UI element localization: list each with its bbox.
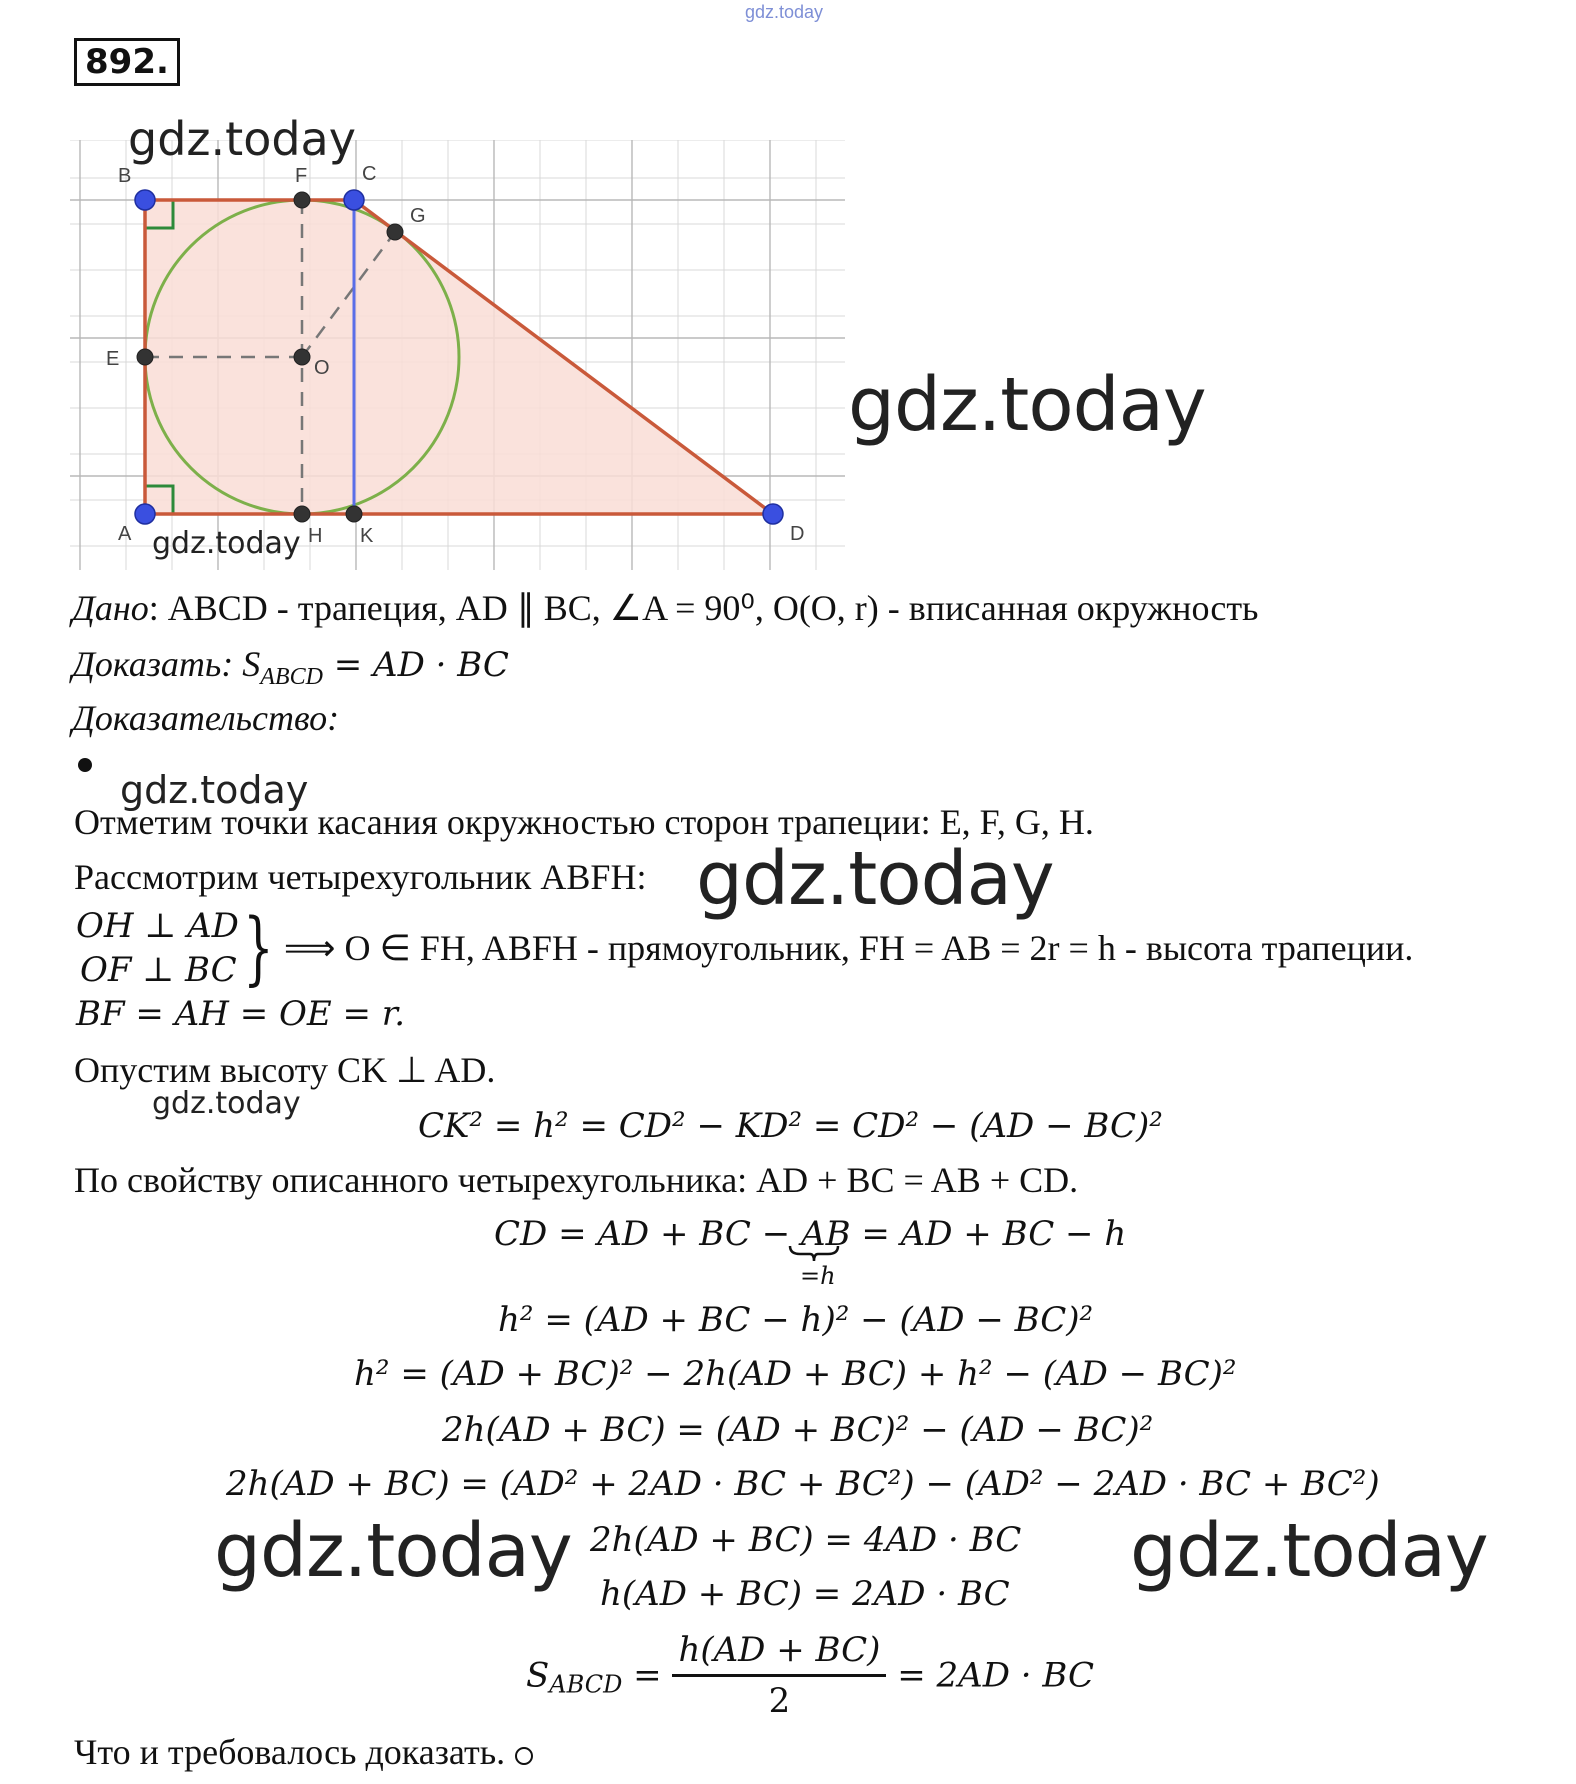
watermark-bullet: gdz.today xyxy=(120,768,309,812)
qed-icon xyxy=(515,1747,533,1765)
equation-3: 2h(AD + BC) = (AD + BC)² − (AD − BC)² xyxy=(442,1410,1154,1450)
watermark-figure-bottom: gdz.today xyxy=(152,526,301,561)
eq-cd-ab: AB xyxy=(801,1214,851,1254)
label-e: E xyxy=(106,348,120,370)
equation-6: h(AD + BC) = 2AD · BC xyxy=(600,1574,1010,1614)
area-rhs: = 2AD · BC xyxy=(886,1655,1095,1696)
step-abfh: Рассмотрим четырехугольник ABFH: xyxy=(74,857,647,897)
trapezoid-figure xyxy=(70,140,850,580)
area-fraction xyxy=(672,1630,886,1721)
area-eq: = xyxy=(622,1655,673,1696)
conclusion-text: Что и требовалось доказать. xyxy=(74,1732,506,1772)
equation-4: 2h(AD + BC) = (AD² + 2AD · BC + BC²) − (AD² − 2AD · BC + BC²) xyxy=(226,1464,1380,1504)
label-c: C xyxy=(362,163,377,185)
label-f: F xyxy=(295,165,308,187)
area-denominator: 2 xyxy=(768,1681,791,1721)
watermark-figure-right: gdz.today xyxy=(848,362,1206,448)
system-brace: } xyxy=(243,901,274,994)
area-s: S xyxy=(526,1655,550,1696)
watermark-figure-top: gdz.today xyxy=(128,112,356,166)
equation-ck: CK² = h² = CD² − KD² = CD² − (AD − BC)² xyxy=(418,1106,1163,1146)
area-formula xyxy=(526,1630,1094,1721)
perpendicular-system xyxy=(76,901,1414,994)
given-line xyxy=(72,586,1258,630)
conclusion-line xyxy=(74,1730,533,1774)
equation-2: h² = (AD + BC)² − 2h(AD + BC) + h² − (AD − BC)² xyxy=(354,1354,1237,1394)
prove-subscript: ABCD xyxy=(260,664,323,691)
system-conclusion: ⟹ O ∈ FH, ABFH - прямоугольник, FH = AB = 2r = h - высота трапеции. xyxy=(283,928,1414,968)
underbrace xyxy=(788,1244,840,1262)
problem-number: 892. xyxy=(74,38,180,86)
area-numerator: h(AD + BC) xyxy=(672,1630,886,1677)
step-tangent-points: Отметим точки касания окружностью сторон трапеции: E, F, G, H. xyxy=(74,802,1094,842)
equation-5: 2h(AD + BC) = 4AD · BC xyxy=(590,1520,1022,1560)
eq-cd-right: = AD + BC − h xyxy=(850,1214,1127,1254)
eq-cd-left: CD = AD + BC − xyxy=(494,1214,802,1254)
label-k: K xyxy=(360,525,374,547)
top-watermark: gdz.today xyxy=(745,2,824,22)
step-tangential: По свойству описанного четырехугольника: AD + BC = AB + CD. xyxy=(74,1160,1079,1200)
system-row-2: OF ⊥ BC xyxy=(80,950,237,990)
bullet xyxy=(78,758,92,772)
step-height: Опустим высоту CK ⊥ AD. xyxy=(74,1050,496,1090)
equation-1: h² = (AD + BC − h)² − (AD − BC)² xyxy=(498,1300,1094,1340)
label-o: O xyxy=(314,357,330,379)
prove-rest: = AD · BC xyxy=(322,645,509,685)
label-g: G xyxy=(410,205,426,227)
watermark-mid: gdz.today xyxy=(696,836,1054,922)
given-label: Дано xyxy=(72,588,149,628)
system-row-1: OH ⊥ AD xyxy=(76,906,239,946)
given-text: : ABCD - трапеция, AD ∥ BC, ∠A = 90⁰, O(O, r) - вписанная окружность xyxy=(148,588,1259,628)
watermark-bottom-left: gdz.today xyxy=(214,1508,572,1594)
step-radii: BF = AH = OE = r. xyxy=(76,994,406,1034)
watermark-bottom-right: gdz.today xyxy=(1130,1508,1488,1594)
label-d: D xyxy=(790,523,805,545)
prove-label: Доказать: S xyxy=(72,644,261,684)
watermark-ck: gdz.today xyxy=(152,1086,301,1121)
area-subscript: ABCD xyxy=(549,1670,623,1699)
label-h: H xyxy=(308,525,323,547)
prove-line xyxy=(72,642,509,699)
underbrace-label: =h xyxy=(800,1262,836,1290)
proof-label: Доказательство: xyxy=(72,698,340,738)
label-b: B xyxy=(118,165,132,187)
label-a: A xyxy=(118,523,132,545)
